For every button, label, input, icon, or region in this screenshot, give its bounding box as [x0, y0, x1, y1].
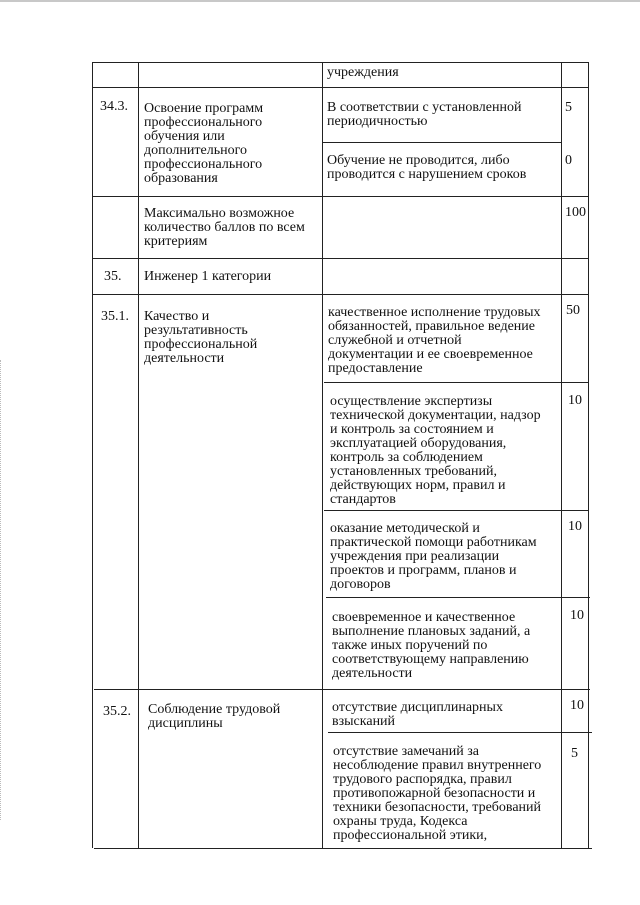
cell-criterion: Освоение программ профессионального обучения или дополнительного профессионального образования	[144, 101, 264, 186]
cell-score: 50	[566, 303, 580, 318]
table-rule-left	[92, 62, 93, 848]
table-rule-inner	[324, 510, 588, 511]
table-rule-inner	[322, 142, 562, 143]
table-rule-inner	[328, 732, 592, 733]
table-rule	[94, 689, 590, 690]
cell-score: 10	[568, 519, 582, 534]
cell-indicator: Обучение не проводится, либо проводится с нарушением сроков	[327, 153, 527, 182]
cell-score: 10	[570, 698, 584, 713]
scan-edge-top	[0, 0, 640, 2]
table-rule	[92, 294, 588, 295]
cell-score: 0	[565, 153, 572, 168]
cell-number: 35.	[104, 269, 122, 284]
table-rule-top	[92, 62, 588, 63]
cell-criterion: Соблюдение трудовой дисциплины	[148, 702, 281, 731]
cell-criterion: Качество и результативность профессиональной деятельности	[144, 309, 258, 366]
table-rule-col	[561, 62, 562, 848]
table-rule	[92, 196, 588, 197]
cell-number: 35.2.	[103, 704, 131, 719]
table-rule-inner	[324, 382, 588, 383]
cell-indicator: В соответствии с установленной периодичностью	[327, 100, 522, 129]
table-rule-col	[322, 62, 323, 848]
cell-score: 5	[565, 100, 572, 115]
cell-indicator: осуществление экспертизы технической документации, надзор и контроль за состоянием и эксплуатацией оборудования, контроль за соблюдением установленных требований, действующих норм, правил и стандартов	[330, 394, 541, 507]
cell-score: 10	[568, 393, 582, 408]
table-rule-col	[138, 62, 139, 848]
table-rule	[92, 87, 588, 88]
cell-criterion: Максимально возможное количество баллов по всем критериям	[144, 206, 305, 249]
table-rule-inner	[326, 597, 590, 598]
table-rule-right	[588, 62, 589, 848]
cell-score: 5	[571, 746, 578, 761]
cell-indicator: учреждения	[327, 65, 399, 80]
table-rule	[92, 258, 588, 259]
scan-edge-left	[0, 360, 2, 820]
cell-number: 35.1.	[101, 309, 129, 324]
cell-indicator: своевременное и качественное выполнение плановых заданий, а также иных поручений по соответствующему направлению деятельности	[332, 610, 531, 681]
cell-number: 34.3.	[100, 99, 128, 114]
cell-indicator: качественное исполнение трудовых обязанностей, правильное ведение служебной и отчетной документации и ее своевременное предоставление	[328, 305, 541, 376]
cell-score: 100	[565, 205, 586, 220]
cell-position-title: Инженер 1 категории	[144, 269, 272, 284]
cell-indicator: отсутствие замечаний за несоблюдение правил внутреннего трудового распорядка, правил противопожарной безопасности и техники безопасности, требований охраны труда, Кодекса профессиональной этики,	[333, 744, 542, 843]
table-rule-bottom	[94, 848, 592, 849]
cell-score: 10	[570, 608, 584, 623]
cell-indicator: отсутствие дисциплинарных взысканий	[332, 700, 503, 729]
cell-indicator: оказание методической и практической помощи работникам учреждения при реализации проектов и программ, планов и договоров	[330, 521, 537, 592]
